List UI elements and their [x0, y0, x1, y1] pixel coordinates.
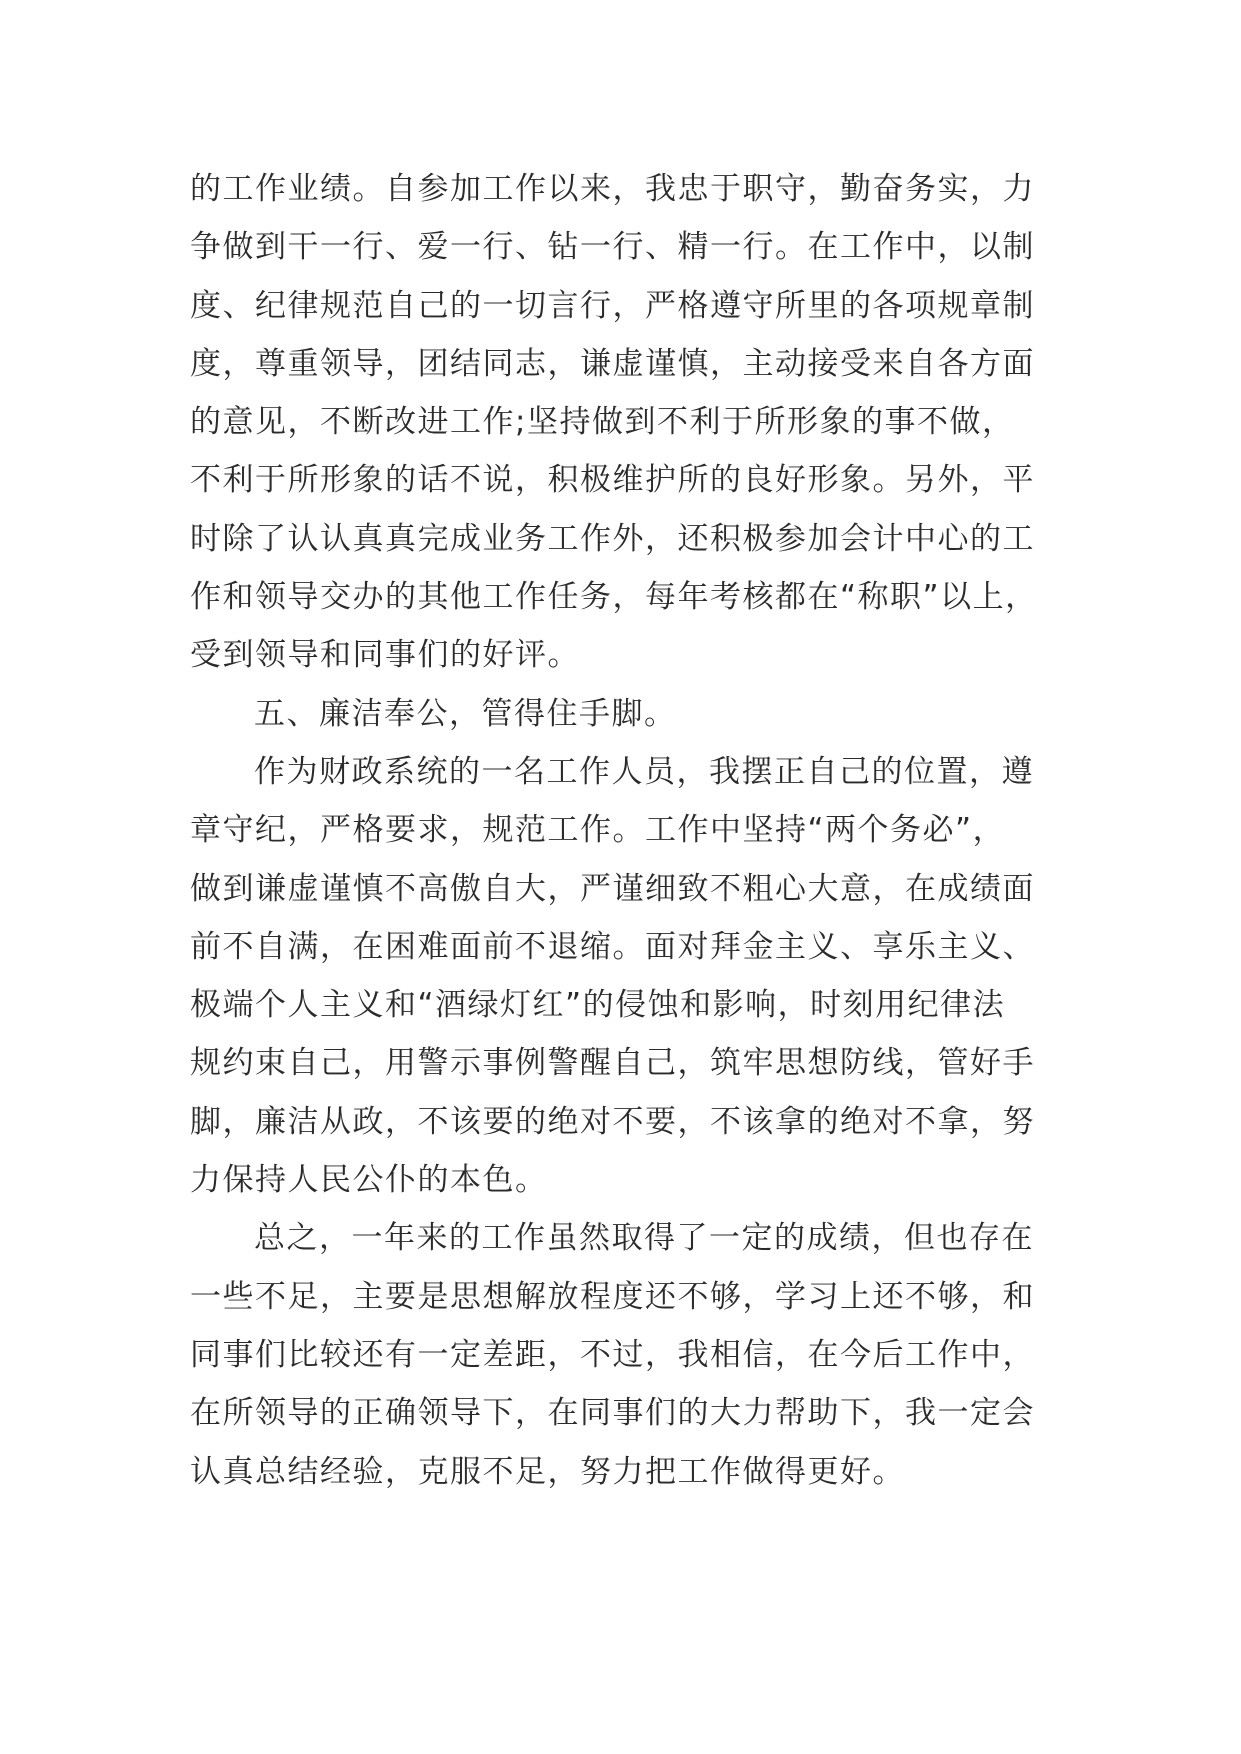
text-line: 在所领导的正确领导下，在同事们的大力帮助下，我一定会 [190, 1395, 1035, 1432]
paragraph-first-line: 作为财政系统的一名工作人员，我摆正自己的位置，遵 [254, 753, 1034, 790]
document-body [190, 160, 1050, 1501]
text-line: 一些不足，主要是思想解放程度还不够，学习上还不够，和 [190, 1278, 1035, 1315]
text-line: 规约束自己，用警示事例警醒自己，筑牢思想防线，管好手 [190, 1045, 1035, 1082]
text-line: 的意见，不断改进工作;坚持做到不利于所形象的事不做， [190, 404, 1015, 441]
text-line: 受到领导和同事们的好评。 [190, 637, 580, 674]
text-line: 认真总结经验，克服不足，努力把工作做得更好。 [190, 1453, 905, 1490]
paragraph-first-line: 总之，一年来的工作虽然取得了一定的成绩，但也存在 [254, 1220, 1034, 1257]
text-line: 前不自满，在困难面前不退缩。面对拜金主义、享乐主义、 [190, 928, 1035, 965]
text-line: 作和领导交办的其他工作任务，每年考核都在“称职”以上， [190, 579, 1038, 616]
text-line: 争做到干一行、爱一行、钻一行、精一行。在工作中，以制 [190, 229, 1035, 266]
text-line: 脚，廉洁从政，不该要的绝对不要，不该拿的绝对不拿，努 [190, 1103, 1035, 1140]
text-line: 度、纪律规范自己的一切言行，严格遵守所里的各项规章制 [190, 287, 1035, 324]
text-line: 力保持人民公仆的本色。 [190, 1162, 548, 1199]
text-line: 度，尊重领导，团结同志，谦虚谨慎，主动接受来自各方面 [190, 345, 1035, 382]
text-line: 极端个人主义和“酒绿灯红”的侵蚀和影响，时刻用纪律法 [190, 987, 1006, 1024]
section-heading: 五、廉洁奉公，管得住手脚。 [254, 695, 677, 732]
text-line: 的工作业绩。自参加工作以来，我忠于职守，勤奋务实，力 [190, 171, 1035, 207]
text-line: 同事们比较还有一定差距，不过，我相信，在今后工作中， [190, 1336, 1035, 1373]
text-line: 做到谦虚谨慎不高傲自大，严谨细致不粗心大意，在成绩面 [190, 870, 1035, 907]
text-line: 时除了认认真真完成业务工作外，还积极参加会计中心的工 [190, 520, 1035, 557]
text-line: 不利于所形象的话不说，积极维护所的良好形象。另外，平 [190, 462, 1035, 499]
text-line: 章守纪，严格要求，规范工作。工作中坚持“两个务必”， [190, 812, 1006, 849]
